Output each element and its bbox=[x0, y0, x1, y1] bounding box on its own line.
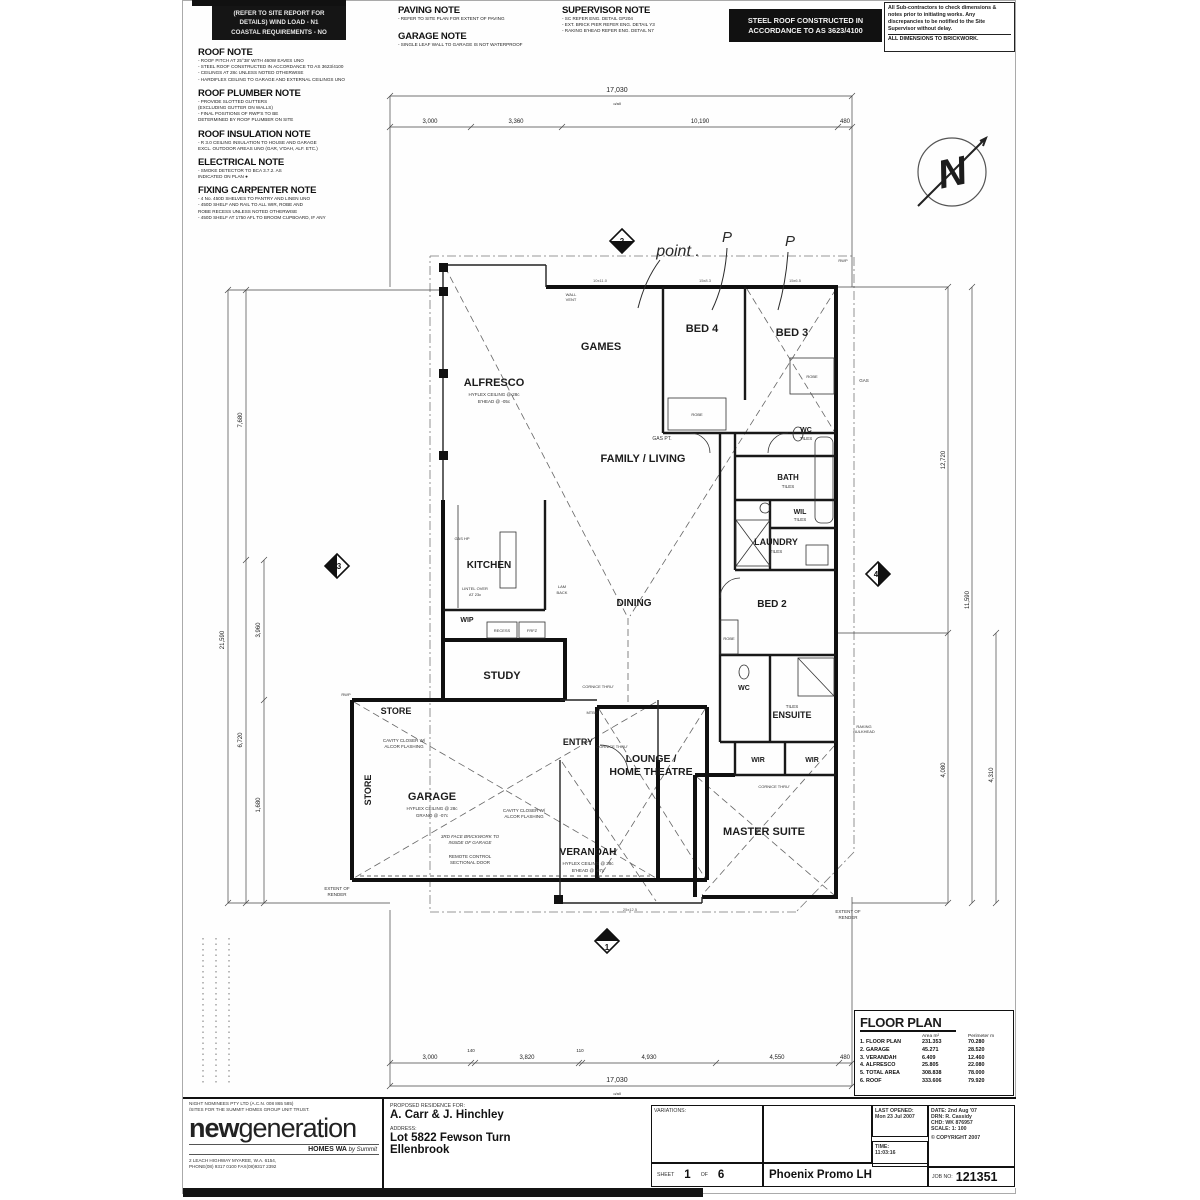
label-lintel-over: LINTEL OVER bbox=[462, 586, 488, 591]
room-garage: GARAGE bbox=[407, 791, 457, 803]
address-label: ADDRESS: bbox=[390, 1126, 417, 1132]
table-row bbox=[860, 1062, 1008, 1070]
label-raking-bulkhead: RAKING bbox=[856, 724, 872, 729]
label-cavity-closer: ALCOR FLASHING bbox=[504, 814, 544, 819]
label-extent-of-render: EXTENT OF bbox=[835, 909, 861, 914]
banner-line1: (REFER TO SITE REPORT FOR bbox=[233, 10, 325, 17]
label-robe: ROBE bbox=[806, 374, 818, 379]
label-gas-pt: GAS PT. bbox=[652, 436, 672, 442]
note-item: ROBE RECESS UNLESS NOTED OTHERWISE bbox=[198, 208, 298, 214]
room-ensuite: ENSUITE bbox=[772, 710, 812, 720]
marker-2 bbox=[610, 229, 634, 253]
dim-label: 3,820 bbox=[519, 1055, 535, 1061]
copyright: © COPYRIGHT 2007 bbox=[931, 1135, 981, 1141]
time-value: 11:03:16 bbox=[875, 1150, 896, 1156]
label-gas-hp: GAS HP bbox=[454, 536, 470, 541]
annotations bbox=[324, 258, 874, 920]
marker-4 bbox=[866, 562, 890, 586]
note-item: INDICATED ON PLAN ● bbox=[198, 174, 248, 180]
label-frfz: FRFZ bbox=[526, 628, 538, 633]
room-master-suite: MASTER SUITE bbox=[723, 826, 805, 838]
divider bbox=[382, 1099, 384, 1190]
room-entry: ENTRY bbox=[562, 737, 594, 747]
time-label: TIME: bbox=[875, 1144, 890, 1150]
marker-number: 4 bbox=[873, 570, 879, 579]
dim-label: 10,190 bbox=[690, 119, 710, 125]
label-lintel-over: AT 23c bbox=[468, 592, 482, 597]
label-robe: ROBE bbox=[691, 412, 703, 417]
label-extent-of-render: EXTENT OF bbox=[324, 886, 350, 891]
room-sub: TILES bbox=[785, 704, 799, 709]
service-lines bbox=[203, 938, 229, 1085]
scale-value: SCALE: 1: 100 bbox=[931, 1126, 967, 1132]
room-sub: TILES bbox=[799, 436, 813, 441]
marker-1 bbox=[595, 929, 619, 953]
firm-address: PHONE(08) 9317 0100 FAX(08)9317 2392 bbox=[189, 1163, 277, 1169]
dim-label: 3,000 bbox=[422, 1055, 438, 1061]
label-cornice-thru: CORNICE THRU' bbox=[582, 684, 614, 689]
date-cell bbox=[928, 1105, 1015, 1167]
marker-3 bbox=[325, 554, 349, 578]
logo-generation: generation bbox=[238, 1112, 357, 1143]
dim-label: 7,680 bbox=[238, 412, 244, 428]
row-perimeter: 70.280 bbox=[968, 1039, 985, 1045]
last-opened-cell bbox=[872, 1105, 928, 1137]
room-wil: WIL bbox=[793, 509, 807, 516]
garage-note-title: GARAGE NOTE bbox=[398, 31, 467, 42]
dim-label: 12,720 bbox=[941, 450, 947, 470]
title-block bbox=[183, 1097, 1016, 1188]
room-sub: HYFLEX CEILING @ 28c bbox=[562, 861, 614, 866]
sheet-label: SHEET bbox=[657, 1172, 675, 1178]
row-area: 231.353 bbox=[922, 1039, 942, 1045]
room-wc: WC bbox=[800, 427, 812, 434]
label-remote-door: SECTIONAL DOOR bbox=[449, 860, 491, 865]
label-face-brickwork: INSIDE OF GARAGE bbox=[448, 840, 492, 845]
dim-label: 3,000 bbox=[422, 119, 438, 125]
row-perimeter: 28.520 bbox=[968, 1046, 985, 1053]
room-wir-2: WIR bbox=[805, 757, 819, 764]
table-row bbox=[860, 1070, 1008, 1078]
dim-label: 4,930 bbox=[641, 1055, 657, 1061]
dim-label: 4,080 bbox=[941, 762, 947, 778]
dim-top-overall: 17,030 bbox=[606, 87, 628, 94]
roof-insulation-note-title: ROOF INSULATION NOTE bbox=[198, 128, 311, 140]
row-area: 333.606 bbox=[922, 1078, 942, 1085]
note-item: - 450D SHELF AT 1750 AFL TO BROOM CUPBOARD, IF ANY bbox=[198, 214, 326, 220]
handwritten-annotation bbox=[638, 229, 795, 310]
floor-plan-area-table bbox=[854, 1010, 1014, 1096]
dim-label: 21,590 bbox=[220, 630, 226, 650]
dimensions-brickwork-note: ALL DIMENSIONS TO BRICKWORK. bbox=[888, 34, 1011, 42]
room-dining: DINING bbox=[616, 598, 652, 609]
room-lounge-2: HOME THEATRE bbox=[609, 766, 693, 778]
table-row bbox=[860, 1047, 1008, 1055]
paving-note-title: PAVING NOTE bbox=[398, 5, 460, 16]
room-store-2: STORE bbox=[363, 774, 373, 806]
row-name: 5. TOTAL AREA bbox=[860, 1070, 900, 1077]
dim-label: 3,960 bbox=[256, 622, 262, 638]
sheet-number: 1 bbox=[684, 1169, 691, 1181]
label-face-brickwork: 3RD FACE BRICKWORK TO bbox=[440, 834, 500, 839]
job-label: JOB NO: bbox=[932, 1174, 953, 1180]
table-row bbox=[860, 1039, 1008, 1047]
dim-label: 4,550 bbox=[769, 1055, 785, 1061]
eaves-outline bbox=[430, 256, 854, 912]
label-extent-of-render: RENDER bbox=[838, 915, 858, 920]
handwriting-point: point . bbox=[656, 243, 700, 260]
header-perimeter: Perimeter m bbox=[968, 1034, 995, 1039]
dim-label: 11,590 bbox=[965, 591, 971, 609]
note-item: - PROVIDE SLOTTED GUTTERS bbox=[198, 98, 268, 104]
marker-number: 3 bbox=[336, 562, 342, 571]
row-name: 6. ROOF bbox=[860, 1078, 882, 1085]
supervisor-note-title: SUPERVISOR NOTE bbox=[562, 5, 651, 16]
firm-line: /SITES FOR THE SUMMIT HOMES GROUP UNIT TRUST. bbox=[189, 1106, 310, 1112]
room-bed4: BED 4 bbox=[685, 323, 719, 335]
dim-oall: o/all bbox=[613, 1091, 621, 1096]
subcontractor-body: All Sub-contractors to check dimensions & notes prior to initiating works. Any discrepancies to be notified to the Site Supervisor without delay. bbox=[888, 5, 997, 32]
dim-label: 3,360 bbox=[508, 119, 524, 125]
note-item: - FINAL POSITIONS OF RWP'S TO BE bbox=[198, 111, 279, 117]
steel-roof-box: STEEL ROOF CONSTRUCTED IN ACCORDANCE TO AS 3623/4100 bbox=[729, 9, 882, 42]
dim-label: 110 bbox=[576, 1048, 584, 1053]
marker-number: 2 bbox=[619, 237, 625, 246]
room-sub: GRANO @ -07c bbox=[415, 813, 449, 818]
label-robe: ROBE bbox=[723, 636, 735, 641]
client-cell bbox=[390, 1103, 640, 1156]
last-opened-value: Mon 23 Jul 2007 bbox=[875, 1114, 915, 1120]
room-sub: TILES bbox=[793, 517, 807, 522]
note-item: - SINGLE LEAF WALL TO GARAGE IS NOT WATERPROOF bbox=[398, 42, 523, 47]
dim-label: 480 bbox=[839, 1055, 851, 1061]
label-cornice-thru: CORNICE THRU' bbox=[596, 744, 628, 749]
label-wall-vent: VENT bbox=[565, 297, 577, 302]
room-bed3: BED 3 bbox=[775, 327, 809, 339]
room-wir: WIR bbox=[751, 757, 765, 764]
dim-label: 1,680 bbox=[256, 797, 262, 813]
drawn-by: DRN: R. Cassidy bbox=[931, 1114, 972, 1120]
client-name: A. Carr & J. Hinchley bbox=[390, 1109, 504, 1121]
label-window-size: 15x6.5 bbox=[788, 278, 802, 283]
label-raking-bulkhead: BULKHEAD bbox=[853, 729, 875, 734]
label-wall-vent: WALL bbox=[565, 292, 577, 297]
lot-address: Lot 5822 Fewson Turn bbox=[390, 1132, 511, 1144]
banner-line3: COASTAL REQUIREMENTS - NO bbox=[231, 28, 327, 36]
note-item: - CEILINGS AT 28c UNLESS NOTED OTHERWISE bbox=[198, 70, 304, 76]
note-item: DETERMINED BY ROOF PLUMBER ON SITE bbox=[198, 117, 294, 123]
label-remote-door: REMOTE CONTROL bbox=[448, 854, 492, 859]
time-cell bbox=[872, 1141, 928, 1167]
handwriting-p: P bbox=[784, 233, 796, 250]
note-item: - ROOF PITCH AT 25°38' WITH 460W EAVES UNO bbox=[198, 58, 304, 63]
label-lam-back: BACK bbox=[556, 590, 568, 595]
sheet-cell bbox=[651, 1163, 763, 1187]
note-item: - RAKING B'HEAD REFER ENG. DETAIL N7 bbox=[562, 28, 654, 34]
table-title: FLOOR PLAN bbox=[860, 1015, 956, 1032]
dim-label: 140 bbox=[467, 1048, 475, 1053]
row-name: 2. GARAGE bbox=[860, 1046, 890, 1053]
banner-line2: DETAILS) WIND LOAD - N1 bbox=[239, 19, 319, 27]
logo-by-summit: by Summit bbox=[348, 1146, 377, 1153]
sheet-total: 6 bbox=[717, 1169, 725, 1181]
label-window-size: 10x11.0 bbox=[593, 278, 607, 283]
variations-label: VARIATIONS: bbox=[654, 1108, 687, 1114]
label-recess: RECESS bbox=[493, 628, 511, 633]
logo-subline bbox=[189, 1144, 379, 1155]
row-area: 308.838 bbox=[922, 1070, 942, 1077]
model-name: Phoenix Promo LH bbox=[769, 1169, 872, 1181]
label-cavity-closer: CAVITY CLOSER W/ bbox=[382, 738, 426, 743]
note-item: - R 3.0 CEILING INSULATION TO HOUSE AND GARAGE bbox=[198, 139, 317, 145]
room-bath: BATH bbox=[777, 473, 799, 482]
date-value: DATE: 2nd Aug '07 bbox=[931, 1108, 977, 1114]
job-cell bbox=[928, 1167, 1015, 1187]
room-laundry: LAUNDRY bbox=[754, 537, 798, 547]
handwriting-p: P bbox=[721, 229, 733, 246]
job-number: 121351 bbox=[955, 1170, 998, 1184]
roof-note-title: ROOF NOTE bbox=[198, 47, 253, 58]
label-cavity-closer: CAVITY CLOSER W/ bbox=[502, 808, 546, 813]
label-gas: GAS bbox=[859, 378, 869, 383]
note-item: (EXCLUDING GUTTER ON WALLS) bbox=[198, 104, 273, 110]
room-sub: B'HEAD @ -07c bbox=[571, 868, 605, 873]
room-sub: B'HEAD @ -05c bbox=[477, 399, 511, 404]
note-item: - STEEL ROOF CONSTRUCTED IN ACCORDANCE TO AS 3623/4100 bbox=[198, 64, 344, 70]
newgeneration-logo bbox=[189, 1113, 379, 1144]
room-verandah: VERANDAH bbox=[559, 847, 617, 858]
room-alfresco: ALFRESCO bbox=[463, 377, 525, 389]
room-sub: HYFLEX CEILING @ 28c bbox=[468, 392, 520, 397]
row-name: 4. ALFRESCO bbox=[860, 1062, 896, 1069]
last-opened-label: LAST OPENED: bbox=[875, 1108, 914, 1114]
north-letter: N bbox=[933, 148, 971, 198]
logo-homes-wa: HOMES WA bbox=[308, 1145, 349, 1153]
dim-oall: o/all bbox=[613, 101, 621, 106]
room-sub: TILES bbox=[769, 549, 783, 554]
row-name: 1. FLOOR PLAN bbox=[860, 1039, 902, 1045]
checked-by: CHD: WK 876957 bbox=[931, 1120, 973, 1126]
dim-bottom-overall: 17,030 bbox=[606, 1077, 628, 1084]
table-row bbox=[860, 1055, 1008, 1063]
of-label: OF bbox=[700, 1172, 708, 1178]
logo-new: new bbox=[189, 1112, 239, 1143]
north-compass bbox=[918, 138, 986, 206]
note-item: - SMOKE DETECTOR TO BCA 3.7.2. AS bbox=[198, 167, 282, 173]
dim-label: 4,310 bbox=[989, 767, 995, 783]
room-wip: WIP bbox=[460, 617, 474, 624]
label-rwp: RWP bbox=[838, 258, 848, 263]
electrical-note-title: ELECTRICAL NOTE bbox=[198, 156, 285, 168]
fixing-carpenter-note-title: FIXING CARPENTER NOTE bbox=[198, 185, 317, 197]
room-family-living: FAMILY / LIVING bbox=[600, 453, 686, 465]
label-cornice-thru: CORNICE THRU' bbox=[758, 784, 790, 789]
room-sub: HYFLEX CEILING @ 28c bbox=[406, 806, 458, 811]
bottom-scan-strip bbox=[183, 1188, 703, 1197]
note-item: EXCL. OUTDOOR AREAS UNO (GAR, V'DAH, ALF. ETC.) bbox=[198, 145, 318, 151]
row-name: 3. VERANDAH bbox=[860, 1054, 897, 1061]
note-item: - 4 No. 450D SHELVES TO PANTRY AND LINEN UNO bbox=[198, 196, 311, 202]
marker-number: 1 bbox=[604, 943, 610, 952]
header-area: Area m² bbox=[922, 1034, 940, 1039]
label-extent-of-render: RENDER bbox=[327, 892, 347, 897]
row-perimeter: 12.460 bbox=[968, 1054, 985, 1061]
row-perimeter: 22.080 bbox=[968, 1062, 985, 1069]
room-bed2: BED 2 bbox=[757, 599, 787, 610]
variations-cell bbox=[651, 1105, 763, 1163]
room-games: GAMES bbox=[580, 341, 622, 353]
note-item: - HARDIFLEX CEILING TO GARAGE AND EXTERNAL CEILINGS UNO bbox=[198, 76, 345, 82]
note-item: - 450D SHELF AND RAIL TO ALL WIR, ROBE AND bbox=[198, 202, 303, 208]
firm-line: NIGHT NOMINEES PTY LTD (A.C.N. 008 865 585) bbox=[189, 1101, 294, 1106]
table-row bbox=[860, 1078, 1008, 1086]
dim-label: 480 bbox=[839, 119, 851, 125]
row-perimeter: 78.000 bbox=[968, 1070, 985, 1077]
firm-cell bbox=[189, 1101, 379, 1170]
note-item: - REFER TO SITE PLAN FOR EXTENT OF PAVING bbox=[398, 16, 505, 21]
room-store: STORE bbox=[380, 706, 412, 716]
label-lam-back: LAM bbox=[557, 584, 567, 589]
room-study: STUDY bbox=[483, 670, 521, 682]
label-cavity-closer: ALCOR FLASHING bbox=[384, 744, 424, 749]
room-wc-2: WC bbox=[738, 685, 750, 692]
label-window-size: 15x8.3 bbox=[698, 278, 712, 283]
label-window-size: 25x12.5 bbox=[622, 907, 638, 912]
empty-cell bbox=[763, 1105, 872, 1163]
row-perimeter: 79.920 bbox=[968, 1078, 985, 1085]
room-sub: TILES bbox=[781, 484, 795, 489]
label-mtbx: MTBX bbox=[586, 710, 598, 715]
row-area: 6.409 bbox=[922, 1054, 936, 1061]
note-item: - SC REFER ENG. DETAIL GP204 bbox=[562, 16, 633, 21]
room-kitchen: KITCHEN bbox=[466, 560, 512, 571]
firm-address: 2 LEACH HIGHWAY MYAREE, W.A. 6154, bbox=[189, 1157, 277, 1163]
row-area: 25.805 bbox=[922, 1062, 939, 1069]
room-lounge-1: LOUNGE / bbox=[625, 753, 677, 765]
proposed-label: PROPOSED RESIDENCE FOR: bbox=[390, 1103, 465, 1109]
room-labels bbox=[363, 323, 819, 873]
suburb: Ellenbrook bbox=[390, 1144, 450, 1156]
label-rwp: RWP bbox=[341, 692, 351, 697]
dim-label: 6,720 bbox=[238, 732, 244, 748]
roof-plumber-note-title: ROOF PLUMBER NOTE bbox=[198, 87, 301, 99]
row-area: 45.271 bbox=[922, 1046, 939, 1053]
note-item: - EXT. BRICK PIER REFER ENG. DETAIL Y3 bbox=[562, 22, 655, 28]
